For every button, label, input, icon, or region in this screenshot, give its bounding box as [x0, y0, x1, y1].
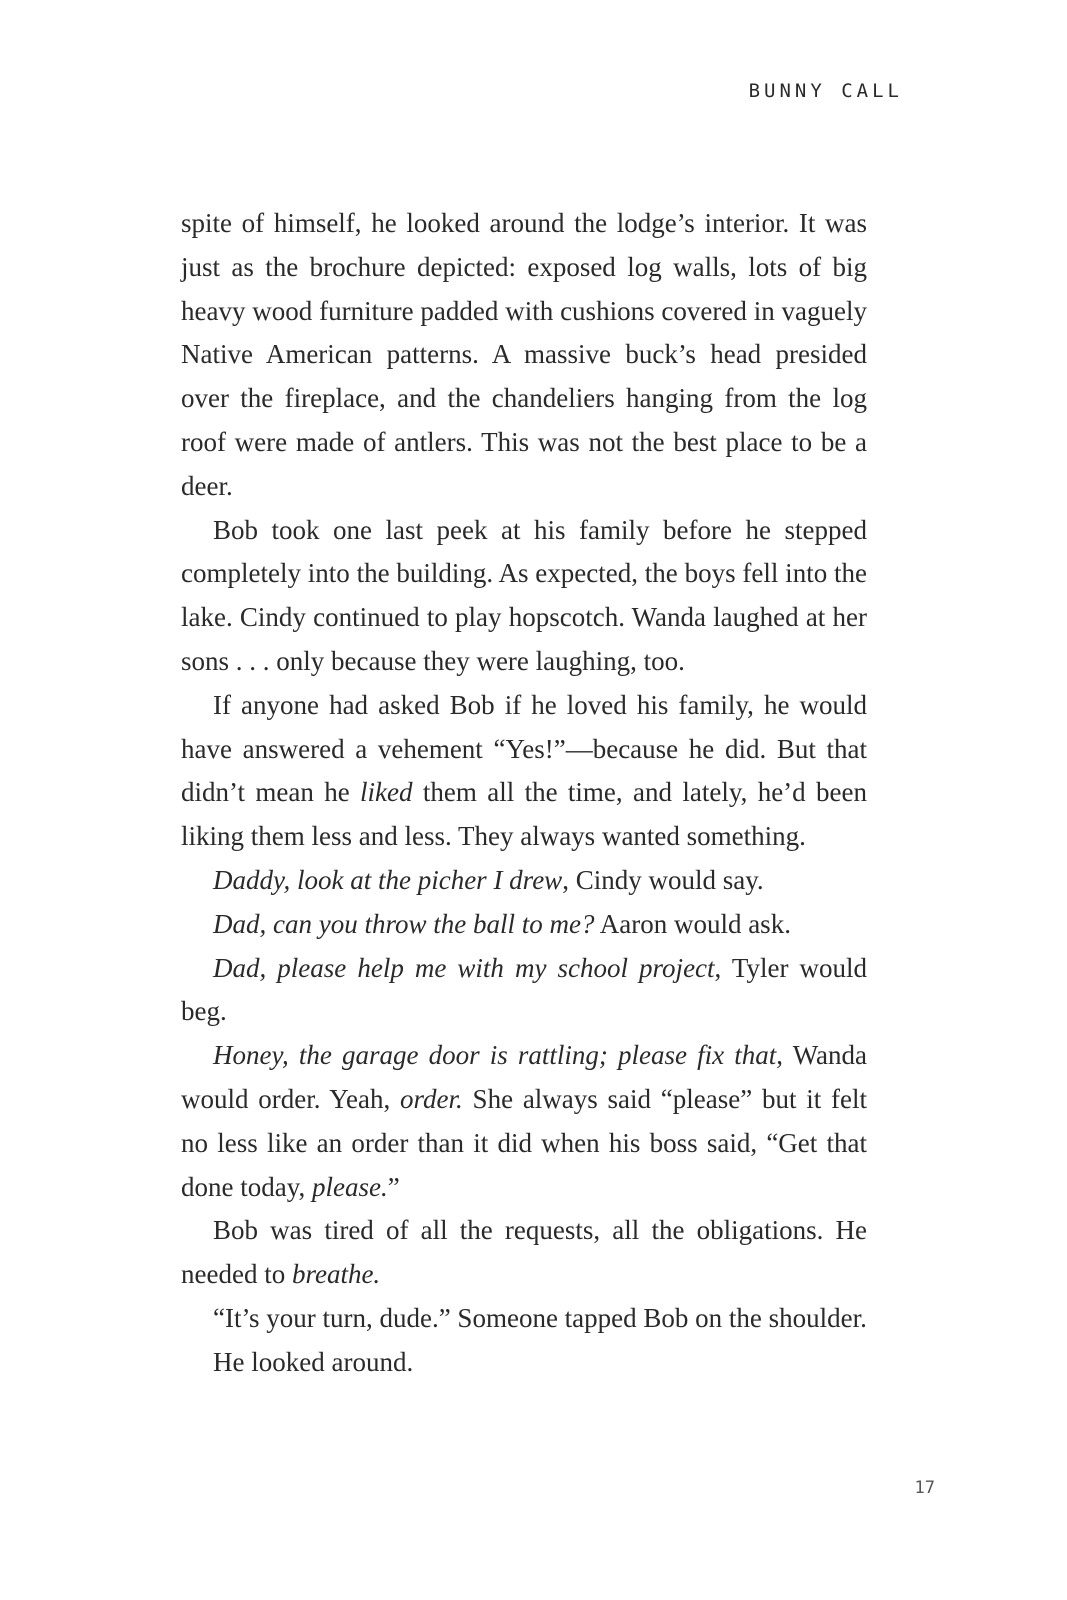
- paragraph: [181, 859, 867, 903]
- text-run: She always said “please” but it felt no less like an order than it did when his boss said, “Get that done today,: [181, 1083, 867, 1202]
- body-text: [181, 202, 867, 1385]
- text-run: ”: [387, 1171, 400, 1202]
- emphasis-text: order.: [400, 1083, 463, 1114]
- page-number: 17: [914, 1478, 935, 1498]
- paragraph: [181, 684, 867, 859]
- text-run: If anyone had asked Bob if he loved his family, he would have answered a vehement “Yes!”—because he did. But that didn’t mean he: [181, 689, 867, 808]
- emphasis-text: breathe.: [291, 1259, 381, 1290]
- emphasis-text: please.: [311, 1171, 388, 1202]
- paragraph: [181, 903, 867, 947]
- emphasis-text: liked: [360, 777, 413, 808]
- emphasis-text: Dad, can you throw the ball to me?: [213, 908, 595, 939]
- text-run: , Cindy would say.: [562, 864, 764, 895]
- emphasis-text: Daddy, look at the picher I drew: [213, 864, 563, 895]
- text-run: Bob was tired of all the requests, all the obligations. He needed to: [181, 1215, 867, 1290]
- text-run: , Wanda would order. Yeah,: [181, 1040, 867, 1114]
- paragraph: He looked around.: [213, 1346, 414, 1377]
- paragraph: [181, 1209, 867, 1297]
- text-run: Aaron would ask.: [594, 908, 791, 939]
- text-run: , Tyler would beg.: [181, 952, 868, 1027]
- paragraph: spite of himself, he looked around the lodge’s interior. It was just as the brochure depicted: exposed log walls, lots of big heavy wood furniture padded with cushions covered in vaguely Native American patterns. A massive buck’s head presided over the fireplace, and the chandeliers hanging from the log roof were made of antlers. This was not the best place to be a deer.: [181, 208, 867, 501]
- running-head: BUNNY CALL: [748, 80, 903, 102]
- paragraph: [181, 1034, 867, 1209]
- paragraph: Bob took one last peek at his family before he stepped completely into the building. As expected, the boys fell into the lake. Cindy continued to play hopscotch. Wanda laughed at her sons . . . only because they were laughing, too.: [181, 514, 867, 676]
- text-run: them all the time, and lately, he’d been liking them less and less. They always wanted something.: [181, 777, 867, 852]
- paragraph: [181, 947, 867, 1035]
- paragraph: “It’s your turn, dude.” Someone tapped Bob on the shoulder.: [213, 1302, 867, 1333]
- emphasis-text: Honey, the garage door is rattling; please fix that: [213, 1040, 777, 1071]
- emphasis-text: Dad, please help me with my school project: [213, 952, 715, 983]
